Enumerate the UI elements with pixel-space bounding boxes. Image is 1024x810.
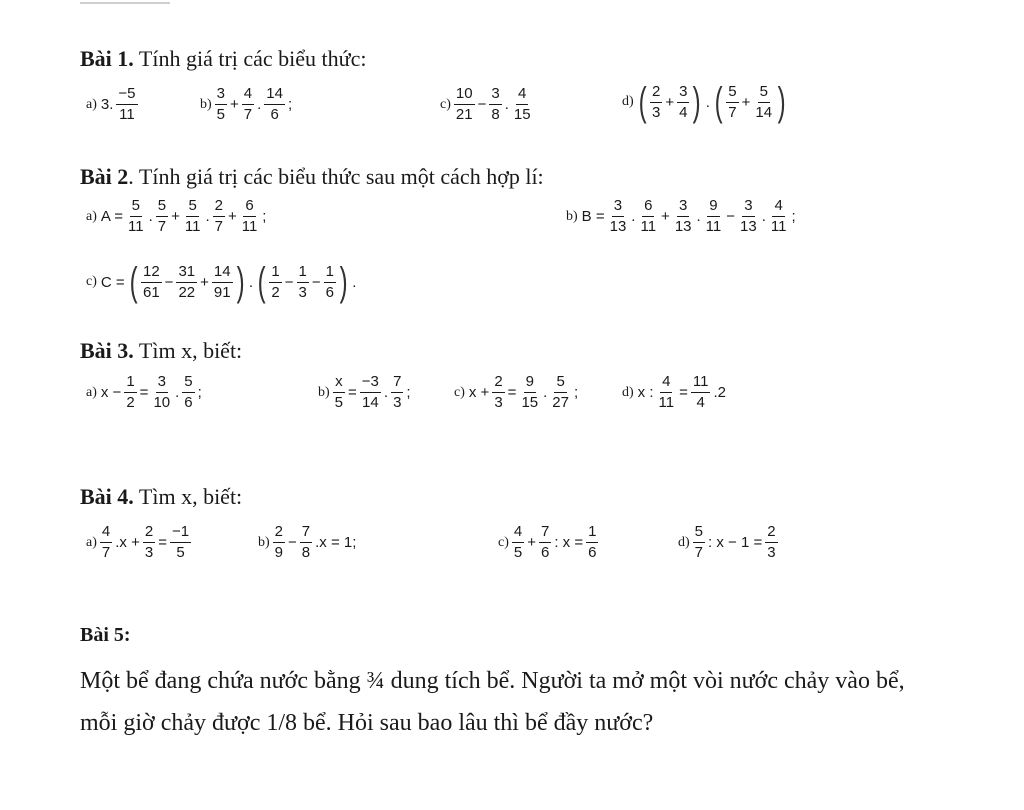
- numerator: 5: [182, 374, 194, 393]
- denominator: 11: [640, 218, 657, 235]
- operator: =: [679, 384, 688, 401]
- numerator: 3: [156, 374, 168, 393]
- fraction: [657, 374, 677, 411]
- numerator: 5: [758, 84, 770, 103]
- fraction: [769, 198, 789, 235]
- numerator: 1: [586, 524, 598, 543]
- denominator: 4: [679, 103, 688, 121]
- fraction: [126, 198, 146, 235]
- operator: x −: [100, 384, 122, 401]
- denominator: 6: [270, 106, 279, 123]
- denominator: 8: [301, 544, 311, 561]
- operator: .: [761, 208, 766, 225]
- fraction: [673, 198, 694, 235]
- denominator: 6: [541, 544, 550, 561]
- fraction: [454, 86, 475, 123]
- numerator: 5: [130, 198, 142, 217]
- numerator: 1: [324, 264, 336, 283]
- fraction: [512, 524, 524, 561]
- exercise-3b: [318, 374, 413, 411]
- fraction: [726, 84, 738, 121]
- parenthesis: ): [693, 80, 702, 124]
- exercise-1a: [86, 86, 139, 123]
- denominator: 11: [119, 106, 135, 123]
- operator: =: [158, 534, 167, 551]
- item-label: b): [258, 534, 270, 550]
- exercise-4a: [86, 524, 192, 561]
- denominator: 5: [334, 394, 344, 411]
- operator: +: [230, 96, 239, 113]
- denominator: 7: [101, 544, 111, 561]
- operator: −: [311, 273, 321, 291]
- fraction: [300, 524, 312, 561]
- numerator: 3: [742, 198, 754, 217]
- numerator: 11: [691, 374, 711, 393]
- fraction: [141, 264, 162, 301]
- operator: .: [383, 384, 389, 401]
- exercise-1c: [440, 86, 534, 123]
- denominator: 11: [770, 218, 787, 235]
- numerator: −5: [116, 86, 137, 105]
- numerator: 7: [539, 524, 551, 543]
- denominator: 4: [696, 394, 705, 411]
- numerator: 4: [100, 524, 112, 543]
- fraction: [333, 374, 345, 411]
- exercise-1b: [200, 86, 294, 123]
- fraction: [176, 264, 197, 301]
- fraction: [693, 524, 705, 561]
- numerator: 3: [677, 84, 689, 103]
- operator: : x =: [554, 534, 584, 551]
- exercise-2a: [86, 198, 268, 235]
- operator: −: [726, 208, 736, 225]
- parenthesis: (: [638, 80, 647, 124]
- operator: .: [705, 93, 710, 111]
- operator: .: [248, 273, 254, 291]
- denominator: 61: [142, 283, 160, 301]
- fraction: [183, 198, 203, 235]
- item-label: c): [498, 534, 509, 550]
- numerator: 5: [726, 84, 738, 103]
- numerator: 5: [693, 524, 705, 543]
- numerator: 9: [524, 374, 536, 393]
- exercise-3a: [86, 374, 204, 411]
- denominator: 11: [184, 218, 201, 235]
- fraction: [608, 198, 629, 235]
- operator: .: [696, 208, 701, 225]
- fraction: [264, 86, 285, 123]
- fraction: [215, 86, 227, 123]
- numerator: 2: [765, 524, 777, 543]
- numerator: 31: [176, 264, 197, 283]
- fraction: [324, 264, 336, 301]
- operator: .: [352, 273, 357, 291]
- operator: .x +: [115, 534, 140, 551]
- denominator: 91: [213, 283, 231, 301]
- operator: −: [477, 96, 487, 113]
- fraction: [691, 374, 711, 411]
- denominator: 5: [513, 544, 523, 561]
- numerator: 7: [300, 524, 312, 543]
- operator: +: [665, 93, 675, 111]
- fraction: [539, 524, 551, 561]
- operator: A =: [100, 208, 123, 225]
- operator: =: [139, 384, 149, 401]
- exercise-4-heading: Bài 4. Tìm x, biết:: [80, 484, 243, 509]
- operator: x :: [637, 384, 654, 401]
- operator: +: [171, 208, 180, 225]
- numerator: −1: [170, 524, 191, 543]
- operator: +: [741, 93, 751, 111]
- parenthesis: ): [236, 260, 245, 304]
- item-label: b): [566, 208, 578, 224]
- exercise-1-heading: Bài 1. Tính giá trị các biểu thức:: [80, 46, 367, 71]
- operator: .2: [713, 384, 726, 401]
- operator: ;: [406, 384, 411, 401]
- exercise-3c: [454, 374, 580, 411]
- fraction: [738, 198, 759, 235]
- operator: x +: [468, 384, 490, 401]
- item-label: c): [440, 96, 451, 112]
- item-label: c): [454, 384, 465, 400]
- numerator: 1: [297, 264, 309, 283]
- operator: =: [348, 384, 357, 401]
- denominator: 3: [144, 544, 154, 561]
- numerator: 2: [492, 374, 504, 393]
- operator: −: [164, 273, 174, 291]
- fraction: [753, 84, 774, 121]
- denominator: 2: [271, 283, 280, 301]
- denominator: 10: [153, 394, 171, 411]
- operator: .: [148, 208, 153, 225]
- numerator: 6: [243, 198, 255, 217]
- denominator: 13: [740, 218, 757, 235]
- denominator: 9: [274, 544, 284, 561]
- operator: C =: [100, 273, 125, 291]
- numerator: 5: [186, 198, 198, 217]
- operator: ;: [573, 384, 579, 401]
- denominator: 6: [184, 394, 193, 411]
- numerator: 6: [642, 198, 654, 217]
- fraction: [677, 84, 689, 121]
- item-label: d): [622, 94, 634, 109]
- fraction: [182, 374, 194, 411]
- item-label: c): [86, 274, 97, 289]
- fraction: [273, 524, 285, 561]
- denominator: 13: [674, 218, 692, 235]
- fraction: [550, 374, 571, 411]
- denominator: 11: [705, 218, 722, 235]
- denominator: 2: [126, 394, 135, 411]
- denominator: 3: [298, 283, 307, 301]
- exercise-4d: [678, 524, 779, 561]
- numerator: 3: [215, 86, 227, 105]
- numerator: 2: [213, 198, 225, 217]
- exercise-1d: [622, 82, 788, 122]
- operator: .: [257, 96, 262, 113]
- denominator: 11: [658, 394, 675, 411]
- denominator: 6: [588, 544, 597, 561]
- numerator: 4: [772, 198, 784, 217]
- item-label: a): [86, 534, 97, 550]
- fraction: [638, 198, 658, 235]
- denominator: 13: [609, 218, 627, 235]
- operator: ;: [197, 384, 202, 401]
- exercise-2b: [566, 198, 798, 235]
- fraction: [269, 264, 281, 301]
- numerator: 2: [273, 524, 285, 543]
- exercise-5-text: Một bể đang chứa nước bằng ¾ dung tích bể. Người ta mở một vòi nước chảy vào bể, mỗi giờ chảy được 1/8 bể. Hỏi sau bao lâu thì bể đầy nước?: [80, 668, 905, 736]
- denominator: 3: [494, 394, 503, 411]
- numerator: 3: [489, 86, 501, 105]
- fraction: [143, 524, 155, 561]
- exercise-3-heading: Bài 3. Tìm x, biết:: [80, 338, 243, 363]
- numerator: x: [333, 374, 345, 393]
- item-label: d): [678, 534, 690, 550]
- fraction: [213, 198, 225, 235]
- denominator: 14: [361, 394, 379, 411]
- operator: −: [288, 534, 297, 551]
- exercise-2c: [86, 262, 358, 302]
- parenthesis: (: [129, 260, 138, 304]
- numerator: 3: [677, 198, 689, 217]
- numerator: 14: [264, 86, 285, 105]
- denominator: 6: [325, 283, 334, 301]
- fraction: [360, 374, 381, 411]
- parenthesis: ): [339, 260, 348, 304]
- numerator: 1: [124, 374, 136, 393]
- item-label: b): [318, 384, 330, 400]
- fraction: [489, 86, 501, 123]
- denominator: 7: [214, 218, 223, 235]
- fraction: [586, 524, 598, 561]
- numerator: 5: [156, 198, 168, 217]
- item-label: b): [200, 96, 212, 112]
- fraction: [116, 86, 137, 123]
- denominator: 7: [157, 218, 167, 235]
- denominator: 14: [755, 103, 773, 121]
- denominator: 22: [178, 283, 196, 301]
- numerator: 10: [454, 86, 475, 105]
- denominator: 3: [393, 394, 402, 411]
- operator: .: [205, 208, 210, 225]
- fraction: [151, 374, 172, 411]
- operator: ;: [262, 208, 267, 225]
- operator: +: [527, 534, 536, 551]
- operator: B =: [581, 208, 605, 225]
- numerator: 3: [612, 198, 624, 217]
- operator: 3.: [100, 96, 114, 113]
- exercise-2-heading: Bài 2. Tính giá trị các biểu thức sau một cách hợp lí:: [80, 164, 544, 189]
- operator: ;: [287, 96, 293, 113]
- denominator: 7: [243, 106, 253, 123]
- operator: ;: [791, 208, 796, 225]
- item-label: a): [86, 384, 97, 400]
- denominator: 8: [491, 106, 500, 123]
- denominator: 3: [652, 103, 661, 121]
- operator: .x = 1;: [315, 534, 357, 551]
- numerator: 5: [554, 374, 566, 393]
- numerator: 14: [212, 264, 233, 283]
- numerator: 4: [516, 86, 528, 105]
- numerator: 2: [650, 84, 662, 103]
- item-label: a): [86, 208, 97, 224]
- fraction: [156, 198, 168, 235]
- denominator: 11: [241, 218, 258, 235]
- numerator: 4: [242, 86, 254, 105]
- denominator: 7: [694, 544, 704, 561]
- operator: +: [200, 273, 209, 291]
- denominator: 5: [176, 544, 185, 561]
- numerator: 9: [707, 198, 719, 217]
- denominator: 3: [767, 544, 776, 561]
- fraction: [124, 374, 136, 411]
- parenthesis: (: [714, 80, 723, 124]
- fraction: [704, 198, 724, 235]
- fraction: [765, 524, 777, 561]
- operator: : x − 1 =: [708, 534, 763, 551]
- operator: .: [175, 384, 180, 401]
- operator: +: [661, 208, 670, 225]
- fraction: [650, 84, 662, 121]
- fraction: [212, 264, 233, 301]
- fraction: [240, 198, 260, 235]
- fraction: [519, 374, 540, 411]
- item-label: d): [622, 384, 634, 400]
- parenthesis: ): [777, 80, 786, 124]
- denominator: 15: [521, 394, 539, 411]
- numerator: 7: [391, 374, 403, 393]
- denominator: 27: [552, 394, 569, 411]
- top-rule: [80, 2, 170, 4]
- operator: .: [504, 96, 509, 113]
- denominator: 21: [455, 106, 473, 123]
- operator: −: [284, 273, 294, 291]
- exercise-5-heading: Bài 5:: [80, 624, 131, 646]
- operator: =: [507, 384, 517, 401]
- fraction: [170, 524, 191, 561]
- fraction: [297, 264, 309, 301]
- parenthesis: (: [257, 260, 266, 304]
- fraction: [391, 374, 403, 411]
- operator: .: [631, 208, 636, 225]
- numerator: 1: [269, 264, 281, 283]
- denominator: 7: [728, 103, 737, 121]
- operator: .: [543, 384, 548, 401]
- exercise-4c: [498, 524, 599, 561]
- fraction: [100, 524, 112, 561]
- fraction: [492, 374, 504, 411]
- item-label: a): [86, 96, 97, 112]
- exercise-4b: [258, 524, 358, 561]
- fraction: [242, 86, 254, 123]
- denominator: 5: [216, 106, 226, 123]
- operator: +: [227, 208, 237, 225]
- fraction: [512, 86, 533, 123]
- numerator: 12: [141, 264, 162, 283]
- numerator: −3: [360, 374, 381, 393]
- denominator: 11: [128, 218, 144, 235]
- numerator: 2: [143, 524, 155, 543]
- denominator: 15: [513, 106, 531, 123]
- numerator: 4: [660, 374, 672, 393]
- numerator: 4: [512, 524, 524, 543]
- exercise-3d: [622, 374, 728, 411]
